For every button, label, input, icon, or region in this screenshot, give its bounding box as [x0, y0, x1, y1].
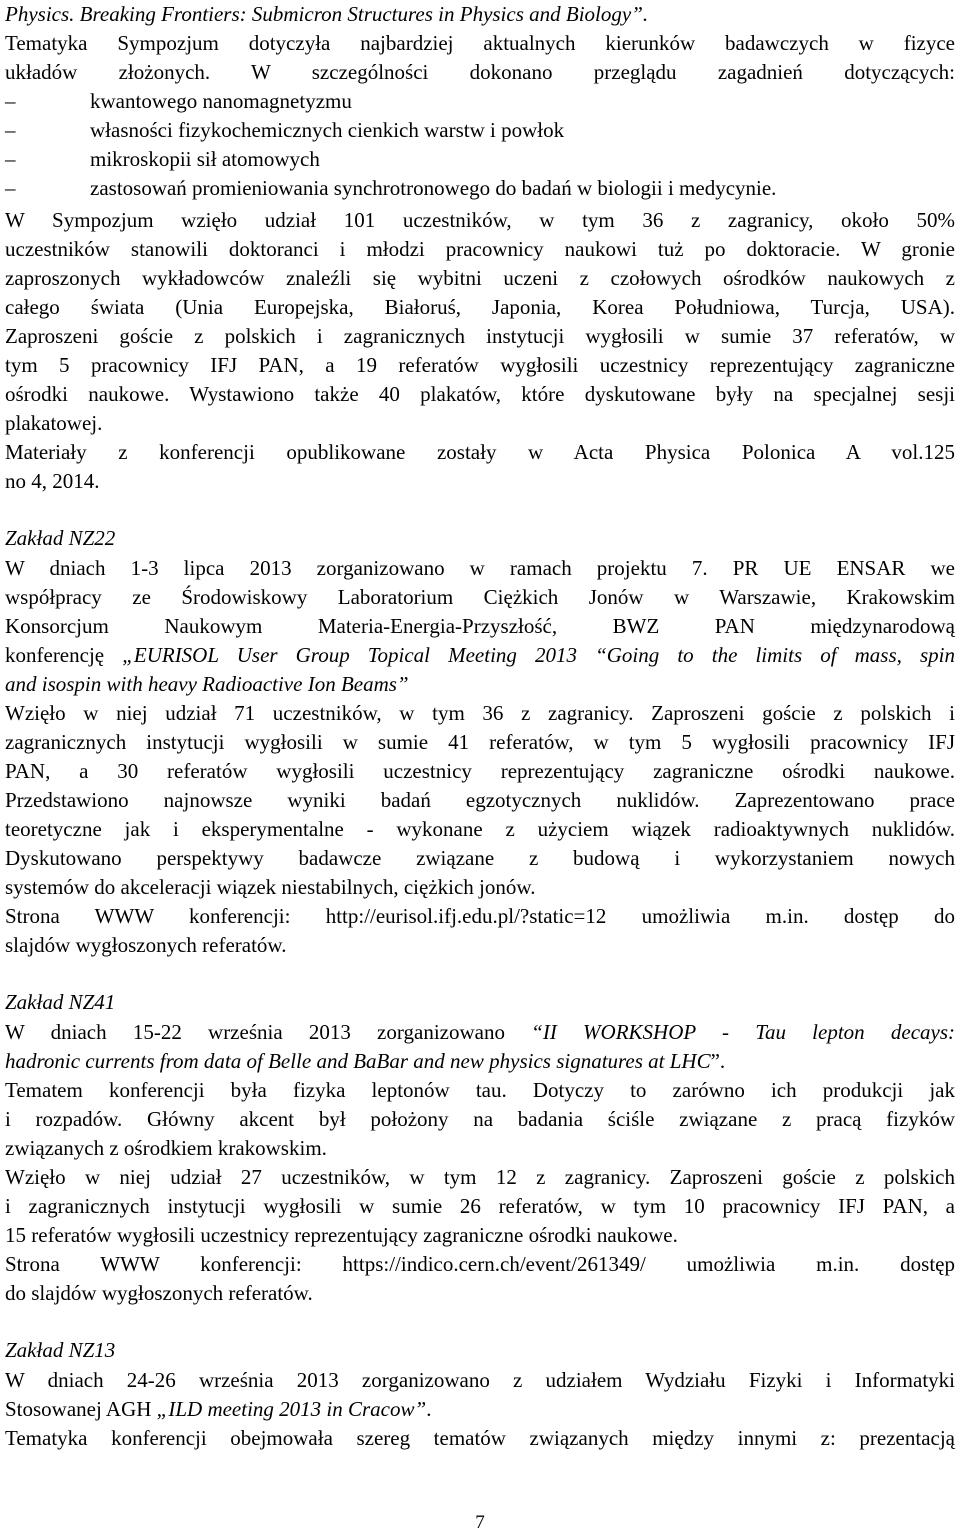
nz41-line [5, 1047, 955, 1076]
nz22-line: Dyskutowano perspektywy badawcze związane z budową i wykorzystaniem nowych [5, 846, 955, 870]
bullet-text: kwantowego nanomagnetyzmu [90, 89, 352, 113]
intro-title-fragment: Physics. Breaking Frontiers: Submicron Structures in Physics and Biology”. [5, 2, 649, 26]
nz41-line [5, 1018, 955, 1047]
nz22-line: systemów do akceleracji wiązek niestabilnych, ciężkich jonów. [5, 875, 536, 899]
nz41-line-suffix: ”. [710, 1049, 726, 1073]
publication-line: no 4, 2014. [5, 469, 100, 493]
nz41-line: do slajdów wygłoszonych referatów. [5, 1281, 313, 1305]
section-heading-nz22: Zakład NZ22 [5, 526, 116, 550]
dash-icon: – [5, 89, 16, 113]
intro-paragraph-line: całego świata (Unia Europejska, Białoruś, Japonia, Korea Południowa, Turcja, USA). [5, 295, 955, 319]
nz22-line [5, 670, 955, 699]
nz22-line: W dniach 1-3 lipca 2013 zorganizowano w ramach projektu 7. PR UE ENSAR we [5, 556, 955, 580]
nz22-line: zagranicznych instytucji wygłosili w sumie 41 referatów, w tym 5 wygłosili pracownicy IFJ [5, 730, 955, 754]
nz13-line [5, 1395, 955, 1424]
nz22-line [5, 641, 955, 670]
dash-icon: – [5, 176, 16, 200]
intro-paragraph-line: tym 5 pracownicy IFJ PAN, a 19 referatów wygłosili uczestnicy reprezentujący zagraniczne [5, 353, 955, 377]
nz22-line: Wzięło w niej udział 71 uczestników, w tym 36 z zagranicy. Zaproszeni goście z polskich i [5, 701, 955, 725]
intro-line-2: Tematyka Sympozjum dotyczyła najbardziej aktualnych kierunków badawczych w fizyce [5, 31, 955, 55]
dash-icon: – [5, 118, 16, 142]
nz22-website-line: Strona WWW konferencji: http://eurisol.ifj.edu.pl/?static=12 umożliwia m.in. dostęp do [5, 904, 955, 928]
workshop-title: “II WORKSHOP - Tau lepton decays: [531, 1020, 955, 1044]
page-number: 7 [475, 1512, 485, 1533]
section-heading-nz41: Zakład NZ41 [5, 990, 116, 1014]
nz41-website-line: Strona WWW konferencji: https://indico.cern.ch/event/261349/ umożliwia m.in. dostęp [5, 1252, 955, 1276]
section-heading-nz13: Zakład NZ13 [5, 1338, 116, 1362]
conference-title: „EURISOL User Group Topical Meeting 2013 “Going to the limits of mass, spin [122, 643, 955, 667]
nz41-line: 15 referatów wygłosili uczestnicy reprezentujący zagraniczne ośrodki naukowe. [5, 1223, 678, 1247]
nz41-line: związanych z ośrodkiem krakowskim. [5, 1136, 327, 1160]
nz13-line: Tematyka konferencji obejmowała szereg tematów związanych między innymi z: prezentacją [5, 1426, 955, 1450]
intro-paragraph-line: W Sympozjum wzięło udział 101 uczestników, w tym 36 z zagranicy, około 50% [5, 208, 955, 232]
intro-paragraph-line: zaproszonych wykładowców znaleźli się wybitni uczeni z czołowych ośrodków naukowych z [5, 266, 955, 290]
intro-paragraph-line: Zaproszeni goście z polskich i zagranicznych instytucji wygłosili w sumie 37 referatów, w [5, 324, 955, 348]
nz41-line: Tematem konferencji była fizyka leptonów tau. Dotyczy to zarówno ich produkcji jak [5, 1078, 955, 1102]
nz41-line: i rozpadów. Główny akcent był położony na badania ściśle związane z pracą fizyków [5, 1107, 955, 1131]
bullet-item [5, 145, 955, 174]
nz13-line: W dniach 24-26 września 2013 zorganizowano z udziałem Wydziału Fizyki i Informatyki [5, 1368, 955, 1392]
bullet-item [5, 116, 955, 145]
nz22-line: Konsorcjum Naukowym Materia-Energia-Przyszłość, BWZ PAN międzynarodową [5, 614, 955, 638]
bullet-text: własności fizykochemicznych cienkich warstw i powłok [90, 118, 565, 142]
nz22-line: Przedstawiono najnowsze wyniki badań egzotycznych nuklidów. Zaprezentowano prace [5, 788, 955, 812]
nz22-line: teoretyczne jak i eksperymentalne - wykonane z użyciem wiązek radioaktywnych nuklidów. [5, 817, 955, 841]
nz13-line-prefix: Stosowanej AGH [5, 1397, 157, 1421]
bullet-item [5, 174, 955, 203]
intro-paragraph-line: plakatowej. [5, 411, 103, 435]
intro-paragraph-line: uczestników stanowili doktoranci i młodzi pracownicy naukowi tuż po doktoracie. W gronie [5, 237, 955, 261]
nz22-line: PAN, a 30 referatów wygłosili uczestnicy reprezentujący zagraniczne ośrodki naukowe. [5, 759, 955, 783]
dash-icon: – [5, 147, 16, 171]
workshop-title: hadronic currents from data of Belle and BaBar and new physics signatures at LHC [5, 1049, 711, 1073]
nz22-line-prefix: konferencję [5, 643, 123, 667]
conference-title: and isospin with heavy Radioactive Ion Beams” [5, 672, 409, 696]
nz13-line-suffix: . [426, 1397, 432, 1421]
meeting-title: „ILD meeting 2013 in Cracow” [156, 1397, 427, 1421]
bullet-item [5, 87, 955, 116]
bullet-text: mikroskopii sił atomowych [90, 147, 320, 171]
nz22-line: współpracy ze Środowiskowy Laboratorium Ciężkich Jonów w Warszawie, Krakowskim [5, 585, 955, 609]
nz41-line: i zagranicznych instytucji wygłosili w sumie 26 referatów, w tym 10 pracownicy IFJ PAN, a [5, 1194, 955, 1218]
intro-line-3: układów złożonych. W szczególności dokonano przeglądu zagadnień dotyczących: [5, 60, 955, 84]
nz22-line: slajdów wygłoszonych referatów. [5, 933, 287, 957]
bullet-text: zastosowań promieniowania synchrotronowego do badań w biologii i medycynie. [90, 176, 777, 200]
nz41-line: Wzięło w niej udział 27 uczestników, w tym 12 z zagranicy. Zaproszeni goście z polskich [5, 1165, 955, 1189]
publication-line: Materiały z konferencji opublikowane zostały w Acta Physica Polonica A vol.125 [5, 440, 955, 464]
intro-line-1 [5, 0, 955, 29]
nz41-line-prefix: W dniach 15-22 września 2013 zorganizowano [5, 1020, 532, 1044]
intro-paragraph-line: ośrodki naukowe. Wystawiono także 40 plakatów, które dyskutowane były na specjalnej sesji [5, 382, 955, 406]
